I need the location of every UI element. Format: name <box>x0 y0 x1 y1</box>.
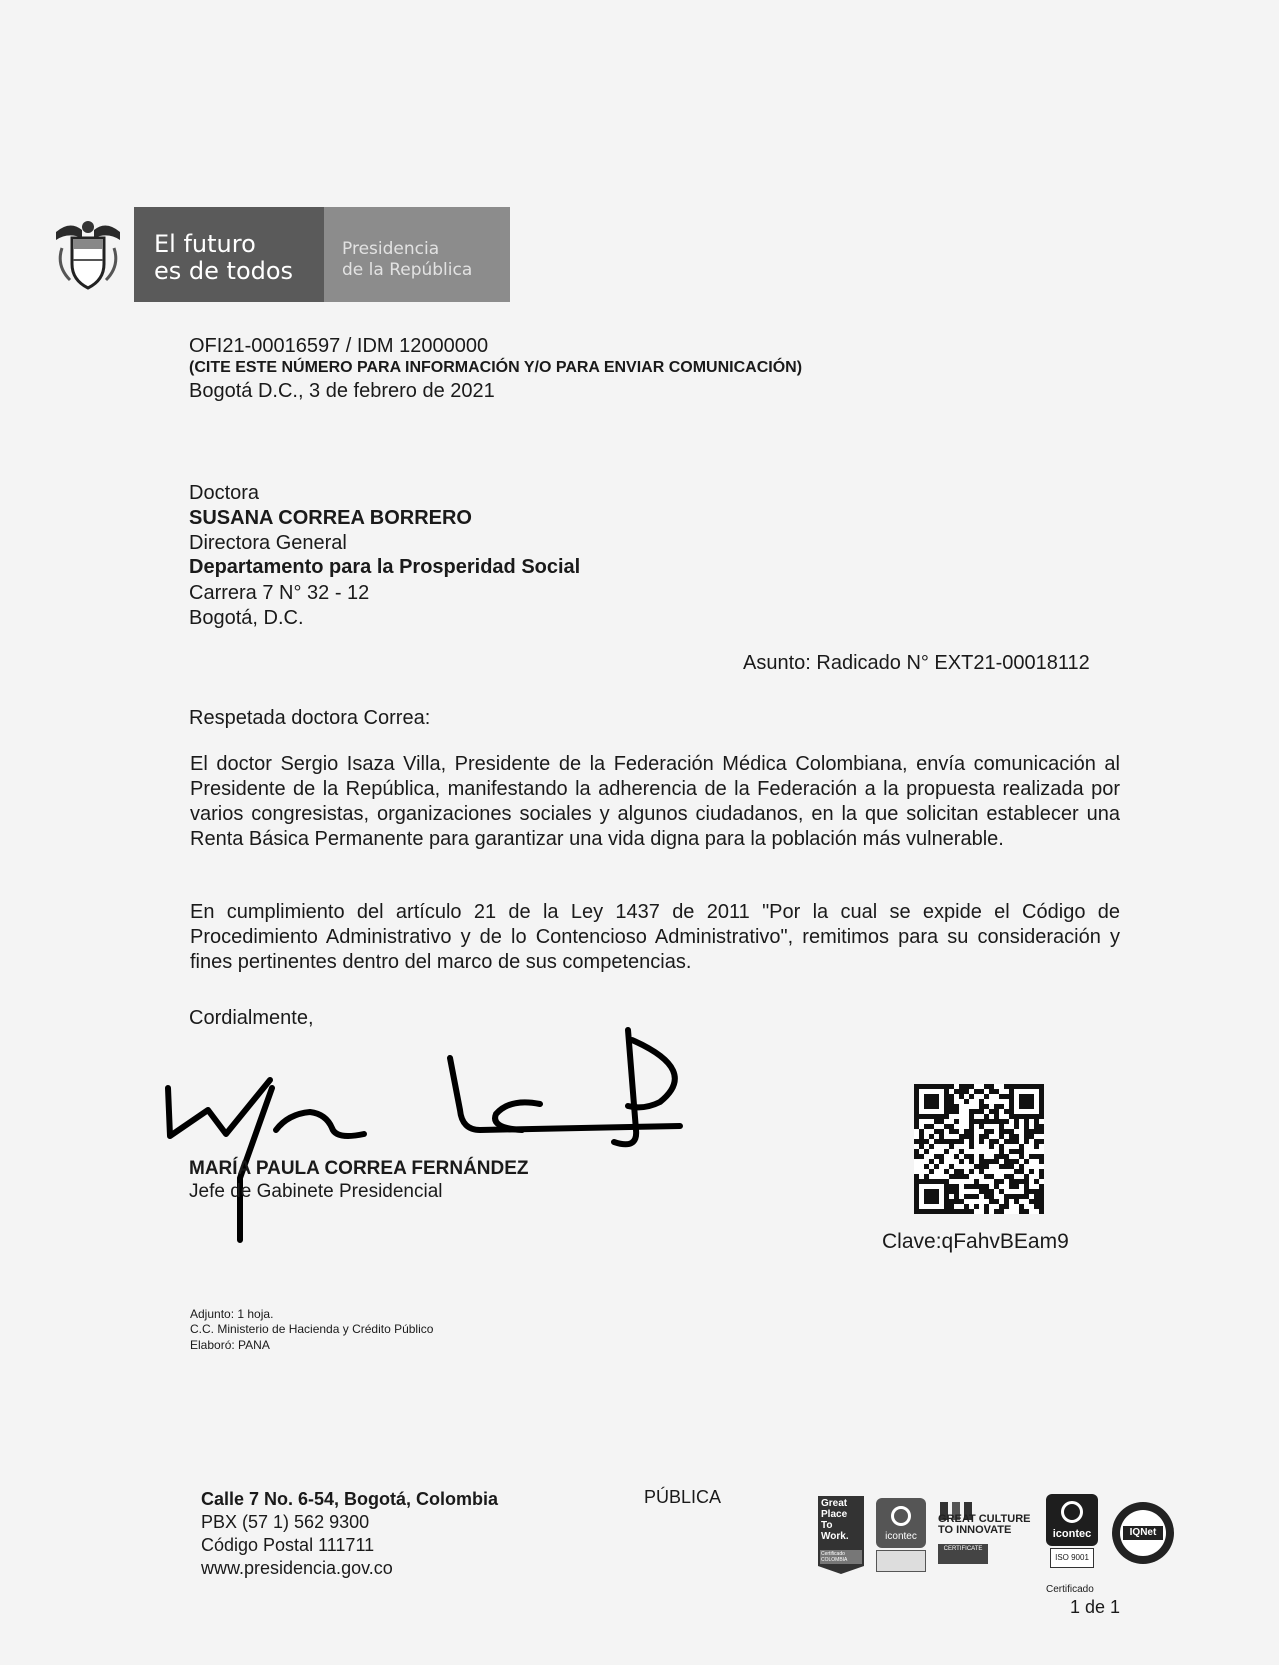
cite-note: (CITE ESTE NÚMERO PARA INFORMACIÓN Y/O PARA ENVIAR COMUNICACIÓN) <box>189 359 803 376</box>
great-culture-badge <box>938 1500 1032 1566</box>
recipient-entity: Departamento para la Prosperidad Social <box>189 556 581 578</box>
recipient-city: Bogotá, D.C. <box>189 607 304 629</box>
footer-postal: Código Postal 111711 <box>201 1535 375 1555</box>
subject-line: Asunto: Radicado N° EXT21-00018112 <box>743 652 1090 674</box>
verification-key: Clave:qFahvBEam9 <box>882 1230 1069 1253</box>
iqnet-badge <box>1112 1502 1174 1564</box>
signer-name: MARÍA PAULA CORREA FERNÁNDEZ <box>189 1158 529 1179</box>
slogan-line2: es de todos <box>154 257 294 285</box>
gptw-badge <box>818 1496 864 1574</box>
gptw-line2: Place <box>821 1509 848 1520</box>
recipient-address: Carrera 7 N° 32 - 12 <box>189 582 370 604</box>
footer-web: www.presidencia.gov.co <box>201 1558 393 1578</box>
slogan-line1: El futuro <box>154 230 256 258</box>
gci-line1: GREAT CULTURE <box>938 1513 1031 1525</box>
recipient-name: SUSANA CORREA BORRERO <box>189 507 472 529</box>
office-line1: Presidencia <box>342 239 440 259</box>
annex-prepared-by: Elaboró: PANA <box>190 1338 270 1352</box>
reference-number: OFI21-00016597 / IDM 12000000 <box>189 335 489 357</box>
footer-address: Calle 7 No. 6-54, Bogotá, Colombia <box>201 1489 499 1509</box>
classification-label: PÚBLICA <box>644 1487 722 1507</box>
icontec-logo-icon-2 <box>1061 1501 1083 1523</box>
icontec-badge-1 <box>876 1498 926 1574</box>
iqnet-label: IQNet <box>1123 1526 1163 1540</box>
gci-line2: TO INNOVATE <box>938 1524 1012 1536</box>
greeting: Respetada doctora Correa: <box>189 707 431 729</box>
closing: Cordialmente, <box>189 1007 314 1029</box>
body-paragraph-1: El doctor Sergio Isaza Villa, Presidente de la Federación Médica Colombiana, envía comunicación al Presidente de la República, manifestando la adherencia de la Federación a la propuesta realizada por varios congresistas, organizaciones sociales y algunos ciudadanos, en la que solicitan establecer una Renta Básica Permanente para garantizar una vida digna para la población más vulnerable. <box>190 753 1120 850</box>
handwritten-signature <box>160 1018 730 1258</box>
office-line2: de la República <box>342 260 473 280</box>
place-date: Bogotá D.C., 3 de febrero de 2021 <box>189 380 495 402</box>
iso-label: ISO 9001 <box>1050 1548 1094 1568</box>
page-number: 1 de 1 <box>1070 1597 1121 1617</box>
office-block <box>324 207 510 302</box>
qr-code <box>914 1084 1044 1214</box>
gptw-line3: To <box>821 1520 833 1531</box>
annex-attachment: Adjunto: 1 hoja. <box>190 1307 274 1321</box>
annex-cc: C.C. Ministerio de Hacienda y Crédito Público <box>190 1322 434 1336</box>
footer-phone: PBX (57 1) 562 9300 <box>201 1512 370 1532</box>
gptw-country: COLOMBIA <box>821 1557 848 1563</box>
icontec-label-1: icontec <box>885 1531 917 1542</box>
icontec-logo-icon <box>891 1506 911 1526</box>
gptw-line1: Great <box>821 1498 848 1509</box>
gci-cert: CERTIFICATE <box>938 1544 988 1564</box>
coat-of-arms-icon <box>52 218 124 292</box>
gptw-line4: Work. <box>821 1531 849 1542</box>
recipient-role: Directora General <box>189 532 347 554</box>
icontec-iso-badge <box>1046 1494 1098 1572</box>
cert-label: Certificado <box>1046 1584 1094 1595</box>
slogan-block <box>134 207 324 302</box>
signer-title: Jefe de Gabinete Presidencial <box>189 1181 443 1202</box>
body-paragraph-2: En cumplimiento del artículo 21 de la Ley 1437 de 2011 "Por la cual se expide el Código de Procedimiento Administrativo y de lo Contencioso Administrativo", remitimos para su consideración y fines pertinentes dentro del marco de sus competencias. <box>190 901 1120 973</box>
gptw-cert: Certificado <box>821 1551 845 1557</box>
icontec-label-2: icontec <box>1052 1528 1092 1540</box>
recipient-title: Doctora <box>189 482 260 504</box>
